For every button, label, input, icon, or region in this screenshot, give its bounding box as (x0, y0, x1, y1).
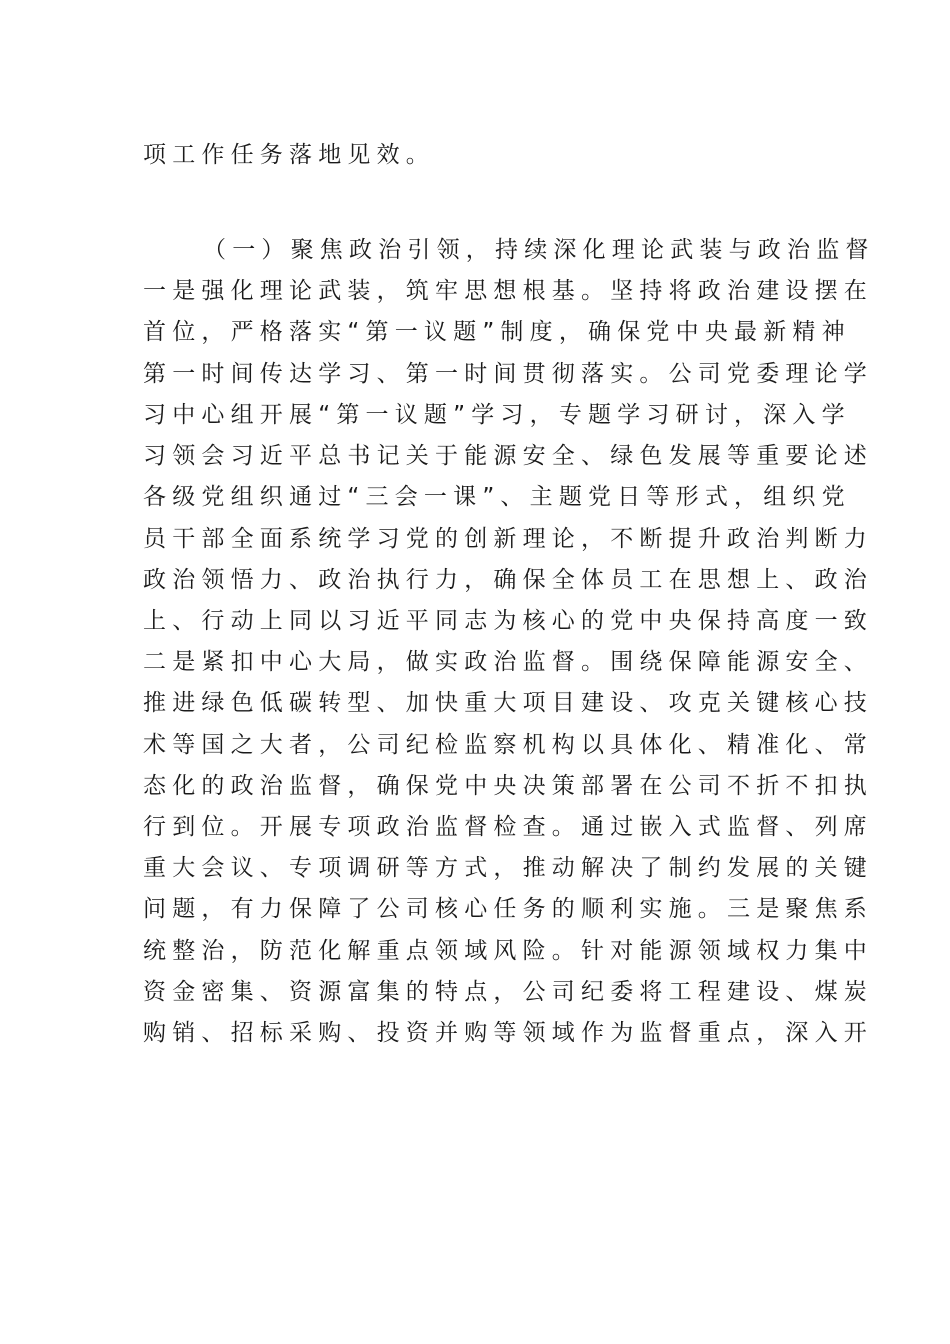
paragraph-line: 行到位。开展专项政治监督检查。通过嵌入式监督、列席 (143, 814, 873, 840)
paragraph-line: 一是强化理论武装，筑牢思想根基。坚持将政治建设摆在 (143, 278, 873, 304)
paragraph-line: 推进绿色低碳转型、加快重大项目建设、攻克关键核心技 (143, 690, 873, 716)
section-heading: （一）聚焦政治引领，持续深化理论武装与政治监督 (203, 237, 875, 263)
paragraph-line: 资金密集、资源富集的特点，公司纪委将工程建设、煤炭 (143, 979, 873, 1005)
paragraph-line: 习领会习近平总书记关于能源安全、绿色发展等重要论述 (143, 443, 873, 469)
paragraph-line: 上、行动上同以习近平同志为核心的党中央保持高度一致 (143, 608, 873, 634)
paragraph-line: 重大会议、专项调研等方式，推动解决了制约发展的关键 (143, 855, 873, 881)
paragraph-line: 购销、招标采购、投资并购等领域作为监督重点，深入开 (143, 1020, 873, 1046)
paragraph-line-continuation: 项工作任务落地见效。 (143, 142, 435, 168)
paragraph-line: 统整治，防范化解重点领域风险。针对能源领域权力集中 (143, 938, 873, 964)
paragraph-line: 术等国之大者，公司纪检监察机构以具体化、精准化、常 (143, 732, 873, 758)
paragraph-line: 各级党组织通过“三会一课”、主题党日等形式，组织党 (143, 484, 851, 510)
paragraph-line: 首位，严格落实“第一议题”制度，确保党中央最新精神 (143, 319, 851, 345)
paragraph-line: 政治领悟力、政治执行力，确保全体员工在思想上、政治 (143, 567, 873, 593)
paragraph-line: 第一时间传达学习、第一时间贯彻落实。公司党委理论学 (143, 361, 873, 387)
paragraph-line: 员干部全面系统学习党的创新理论，不断提升政治判断力 (143, 526, 873, 552)
paragraph-line: 态化的政治监督，确保党中央决策部署在公司不折不扣执 (143, 773, 873, 799)
paragraph-line: 习中心组开展“第一议题”学习，专题学习研讨，深入学 (143, 402, 851, 428)
paragraph-line: 问题，有力保障了公司核心任务的顺利实施。三是聚焦系 (143, 896, 873, 922)
paragraph-line: 二是紧扣中心大局，做实政治监督。围绕保障能源安全、 (143, 649, 873, 675)
